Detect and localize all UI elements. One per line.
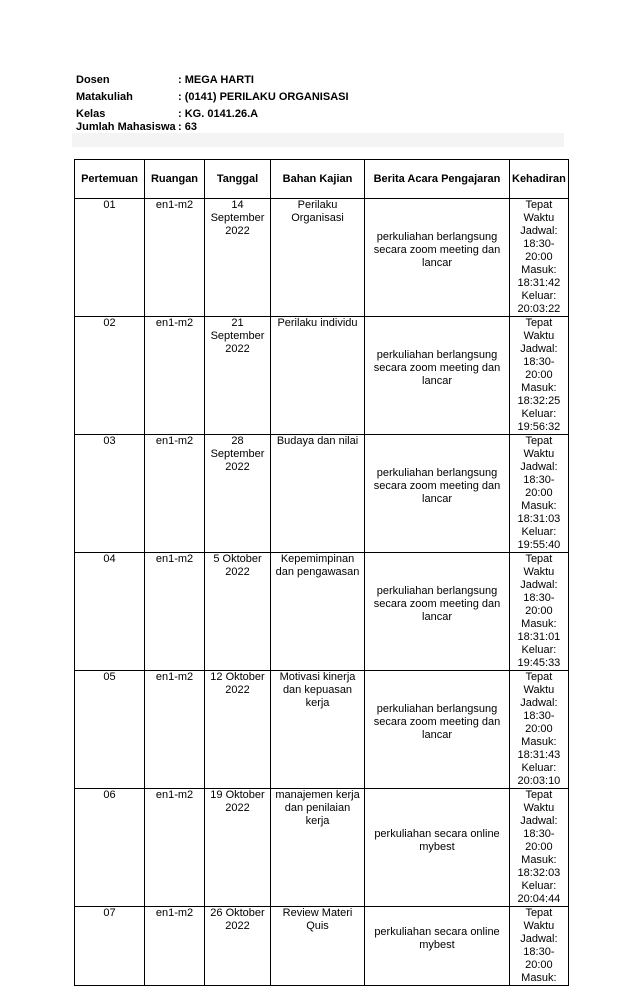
cell-bahan-kajian: Motivasi kinerja dan kepuasan kerja: [271, 671, 365, 789]
cell-tanggal: 28 September 2022: [205, 435, 271, 553]
cell-kehadiran: Tepat Waktu Jadwal: 18:30-20:00 Masuk: 18:31:42 Keluar: 20:03:22: [510, 199, 569, 317]
cell-ruangan: en1-m2: [145, 907, 205, 986]
cell-bahan-kajian: Perilaku Organisasi: [271, 199, 365, 317]
header-pertemuan: Pertemuan: [75, 160, 145, 199]
cell-ruangan: en1-m2: [145, 317, 205, 435]
cell-pertemuan: 06: [75, 789, 145, 907]
header-ruangan: Ruangan: [145, 160, 205, 199]
cell-berita-acara: perkuliahan berlangsung secara zoom meeting dan lancar: [365, 199, 510, 317]
info-label: Matakuliah: [76, 91, 133, 103]
header-kehadiran: Kehadiran: [510, 160, 569, 199]
table-row: [75, 553, 569, 671]
cell-pertemuan: 07: [75, 907, 145, 986]
cell-berita-acara: perkuliahan berlangsung secara zoom meeting dan lancar: [365, 317, 510, 435]
cell-ruangan: en1-m2: [145, 553, 205, 671]
cell-berita-acara: perkuliahan secara online mybest: [365, 789, 510, 907]
cell-tanggal: 5 Oktober 2022: [205, 553, 271, 671]
cell-berita-acara: perkuliahan secara online mybest: [365, 907, 510, 986]
cell-pertemuan: 03: [75, 435, 145, 553]
table-row: [75, 789, 569, 907]
cell-berita-acara: perkuliahan berlangsung secara zoom meeting dan lancar: [365, 435, 510, 553]
header-tanggal: Tanggal: [205, 160, 271, 199]
info-label: Kelas: [76, 108, 106, 120]
cell-bahan-kajian: manajemen kerja dan penilaian kerja: [271, 789, 365, 907]
cell-tanggal: 21 September 2022: [205, 317, 271, 435]
attendance-table: [74, 159, 569, 986]
info-value: : KG. 0141.26.A: [178, 108, 259, 120]
cell-tanggal: 26 Oktober 2022: [205, 907, 271, 986]
table-header-row: [75, 160, 569, 199]
table-row: [75, 907, 569, 986]
cell-ruangan: en1-m2: [145, 789, 205, 907]
cell-berita-acara: perkuliahan berlangsung secara zoom meeting dan lancar: [365, 553, 510, 671]
cell-ruangan: en1-m2: [145, 435, 205, 553]
info-shade-bar: [72, 133, 564, 147]
cell-pertemuan: 02: [75, 317, 145, 435]
table-row: [75, 435, 569, 553]
cell-bahan-kajian: Budaya dan nilai: [271, 435, 365, 553]
cell-pertemuan: 01: [75, 199, 145, 317]
cell-tanggal: 14 September 2022: [205, 199, 271, 317]
cell-pertemuan: 05: [75, 671, 145, 789]
info-value: : (0141) PERILAKU ORGANISASI: [178, 91, 349, 103]
cell-pertemuan: 04: [75, 553, 145, 671]
cell-bahan-kajian: Review Materi Quis: [271, 907, 365, 986]
info-label: Jumlah Mahasiswa: [76, 121, 176, 133]
cell-kehadiran: Tepat Waktu Jadwal: 18:30-20:00 Masuk: 18:31:43 Keluar: 20:03:10: [510, 671, 569, 789]
cell-kehadiran: Tepat Waktu Jadwal: 18:30-20:00 Masuk: 18:32:25 Keluar: 19:56:32: [510, 317, 569, 435]
header-berita-acara: Berita Acara Pengajaran: [365, 160, 510, 199]
cell-tanggal: 12 Oktober 2022: [205, 671, 271, 789]
info-value: : MEGA HARTI: [178, 74, 254, 86]
cell-bahan-kajian: Kepemimpinan dan pengawasan: [271, 553, 365, 671]
cell-kehadiran: Tepat Waktu Jadwal: 18:30-20:00 Masuk: 18:32:03 Keluar: 20:04:44: [510, 789, 569, 907]
cell-kehadiran: Tepat Waktu Jadwal: 18:30-20:00 Masuk:: [510, 907, 569, 986]
cell-kehadiran: Tepat Waktu Jadwal: 18:30-20:00 Masuk: 18:31:01 Keluar: 19:45:33: [510, 553, 569, 671]
info-label: Dosen: [76, 74, 110, 86]
cell-berita-acara: perkuliahan berlangsung secara zoom meeting dan lancar: [365, 671, 510, 789]
table-row: [75, 199, 569, 317]
cell-kehadiran: Tepat Waktu Jadwal: 18:30-20:00 Masuk: 18:31:03 Keluar: 19:55:40: [510, 435, 569, 553]
table-row: [75, 671, 569, 789]
cell-bahan-kajian: Perilaku individu: [271, 317, 365, 435]
header-bahan-kajian: Bahan Kajian: [271, 160, 365, 199]
cell-ruangan: en1-m2: [145, 671, 205, 789]
table-row: [75, 317, 569, 435]
info-value: : 63: [178, 121, 197, 133]
cell-ruangan: en1-m2: [145, 199, 205, 317]
cell-tanggal: 19 Oktober 2022: [205, 789, 271, 907]
